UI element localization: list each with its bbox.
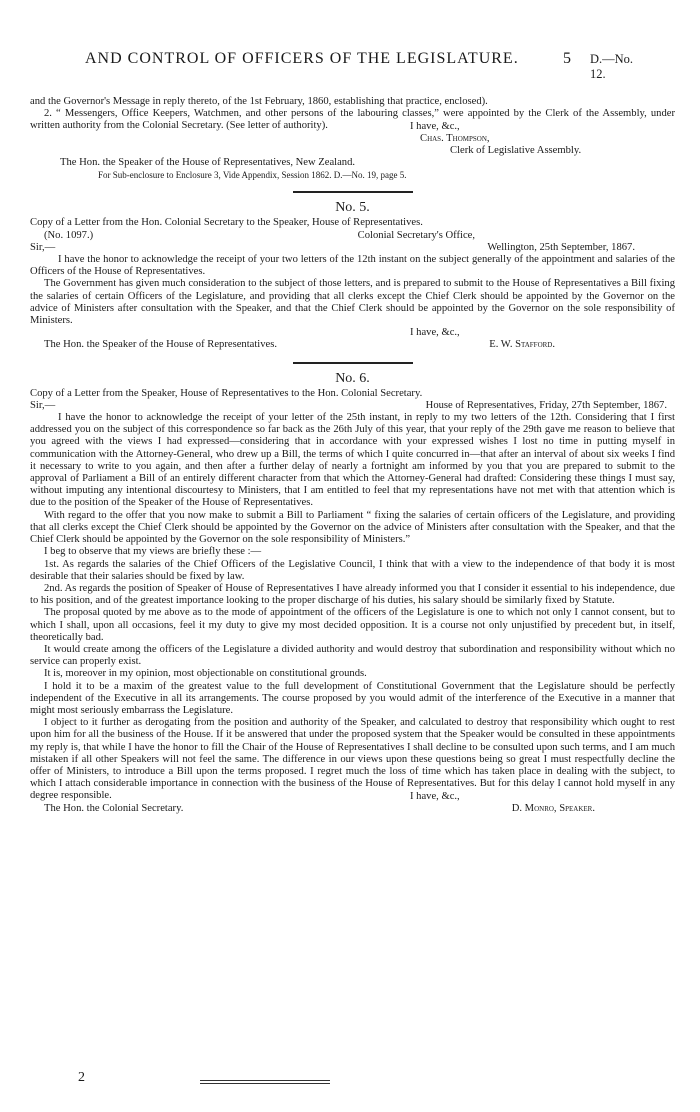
no6-paragraph: It is, moreover in my opinion, most objectionable on constitutional grounds.	[44, 668, 367, 680]
no5-number: (No. 1097.)	[44, 229, 94, 241]
no6-paragraph: 2nd. As regards the position of Speaker of House of Representatives I have already informed you that I consider it essential to his independence, due to his position, and of the greatest importance looking to the proper discharge of his duties, his salary should be similarly fixed by Statute.	[30, 582, 675, 607]
signature-mark: 2	[78, 1070, 85, 1085]
intro-addressee: The Hon. the Speaker of the House of Representatives, New Zealand.	[60, 157, 356, 169]
no6-paragraph: I beg to observe that my views are briefly these :—	[44, 546, 262, 558]
header-title: AND CONTROL OF OFFICERS OF THE LEGISLATURE.	[85, 50, 519, 67]
intro-footnote: For Sub-enclosure to Enclosure 3, Vide Appendix, Session 1862. D.—No. 19, page 5.	[98, 170, 407, 181]
no6-addressee-line	[30, 803, 675, 815]
no5-salutation: Sir,—	[30, 241, 56, 253]
intro-signature-title: Clerk of Legislative Assembly.	[450, 145, 582, 157]
footer-rule	[200, 1080, 330, 1084]
no5-paragraph-2: The Government has given much consideration to the subject of those letters, and is prepared to submit to the House of Representatives a Bill fixing the salaries of certain Officers of the Legislature, and providing that all clerks except the Chief Clerk should be appointed by the Governor on the advice of Ministers after consultation with the Speaker, and that the Chief Clerk should be appointed by the Governor on the sole responsibility of Ministers.	[30, 278, 675, 327]
no5-paragraph-1: I have the honor to acknowledge the receipt of your two letters of the 12th instant on the subject generally of the appointment and salaries of the Officers of the House of Representatives.	[30, 254, 675, 278]
no6-closing: I have, &c.,	[410, 790, 460, 802]
intro-closing: I have, &c.,	[410, 120, 460, 132]
no6-copy-line: Copy of a Letter from the Speaker, House of Representatives to the Hon. Colonial Secretary.	[30, 387, 423, 399]
intro-paragraph-2: 2. “ Messengers, Office Keepers, Watchmen, and other persons of the labouring classes,” were appointed by the Clerk of the Assembly, under written authority from the Colonial Secretary. (See letter of authority).	[30, 108, 675, 132]
no6-paragraph: The proposal quoted by me above as to the mode of appointment of the officers of the Legislature is one to which not only I cannot consent, but to which I shall, upon all occasions, feel it my duty to give my most decided opposition. It is a course not only unjustified by precedent but, in itself, theoretically bad.	[30, 607, 675, 643]
no6-paragraph: I hold it to be a maxim of the greatest value to the full development of Constitutional Government that the Legislature should be perfectly independent of the Executive in all its arrangements. The course proposed by you would admit of the interference of the Executive in a manner that might most seriously embarrass the Legislature.	[30, 680, 675, 716]
no6-heading: No. 6.	[335, 370, 370, 386]
no6-paragraph: With regard to the offer that you now make to submit a Bill to Parliament “ fixing the salaries of certain officers of the Legislature, and providing that all clerks except the Chief Clerk should be appointed by the Governor on the advice of Ministers after consultation with the Speaker, and that the Chief Clerk should be appointed by the Governor on the sole responsibility of Ministers.”	[30, 509, 675, 546]
page-number: 5	[563, 50, 571, 67]
no5-copy-line: Copy of a Letter from the Hon. Colonial Secretary to the Speaker, House of Representatives.	[30, 217, 423, 229]
page-body	[30, 96, 675, 815]
no6-salutation-line	[30, 400, 675, 412]
no6-addressee: The Hon. the Colonial Secretary.	[44, 802, 184, 814]
no5-addressee-line	[30, 339, 675, 351]
no6-paragraph: It would create among the officers of the Legislature a divided authority and would destroy that subordination and responsibility without which no service can properly exist.	[30, 643, 675, 668]
no5-addressee: The Hon. the Speaker of the House of Representatives.	[44, 339, 277, 351]
no6-signature: D. Monro, Speaker.	[511, 802, 595, 814]
no5-number-office-line	[30, 230, 675, 242]
no6-place-date: House of Representatives, Friday, 27th September, 1867.	[425, 399, 667, 411]
no5-heading: No. 5.	[335, 200, 370, 216]
no5-closing: I have, &c.,	[410, 327, 460, 339]
no6-salutation: Sir,—	[30, 399, 56, 411]
intro-signature-name: Chas. Thompson,	[420, 132, 490, 144]
no6-paragraph: I have the honor to acknowledge the receipt of your letter of the 25th instant, in reply to my two letters of the 12th. Considering that I first addressed you on the subject of this correspondence so far back as the 26th July of this year, that your reply of the 29th gave me reason to believe that you agreed with the views I had expressed—considering that in accordance with your expressed wishes I lost no time in putting myself in communication with the Attorney-General, who drew up a Bill, the terms of which I quite concurred in—that after an interval of about six weeks I find it necessary to write to you again, and then after a further delay of nearly a fortnight am informed by you that you are prepared to submit to the approval of Parliament a Bill of an entirely different character from that which the Attorney-General had drafted: Considering these things I must say, without imputing any intentional discourtesy to Ministers, that I am entitled to feel that my representations have not met with that attention which is due to the position of the Speaker of the House of Representatives.	[30, 412, 675, 509]
no6-paragraph: 1st. As regards the salaries of the Chief Officers of the Legislative Council, I think that with a view to the independence of that body it is most desirable that their salaries should be fixed by law.	[30, 558, 675, 582]
no6-paragraph: I object to it further as derogating from the position and authority of the Speaker, and calculated to destroy that responsibility which ought to rest upon him for all the business of the House. If it be answered that under the proposed system that the Speaker would be consulted in these appointments my reply is, that while I have the honor to fill the Chair of the House of Representatives I shall decline to be consulted upon such terms, and I am much mistaken if all other Speakers will not feel the same. The difference in our views upon these questions being so great I must respectfully decline the offer of Ministers, to introduce a Bill upon the terms proposed. I regret much the loss of time which has taken place in dealing with the subject, to which I attach considerable importance in connection with the business of the House of Representatives. But for this delay I cannot hold myself in any degree responsible.	[30, 717, 675, 802]
no6-body	[30, 412, 675, 803]
intro-paragraph-1: and the Governor's Message in reply thereto, of the 1st February, 1860, establishing that practice, enclosed).	[30, 96, 488, 107]
no5-signature: E. W. Stafford.	[489, 339, 555, 351]
no5-salutation-line	[30, 242, 675, 254]
running-header	[0, 50, 645, 81]
document-reference: D.—No. 12.	[590, 52, 634, 81]
no5-office: Colonial Secretary's Office,	[357, 229, 475, 241]
no5-place-date: Wellington, 25th September, 1867.	[487, 241, 635, 253]
